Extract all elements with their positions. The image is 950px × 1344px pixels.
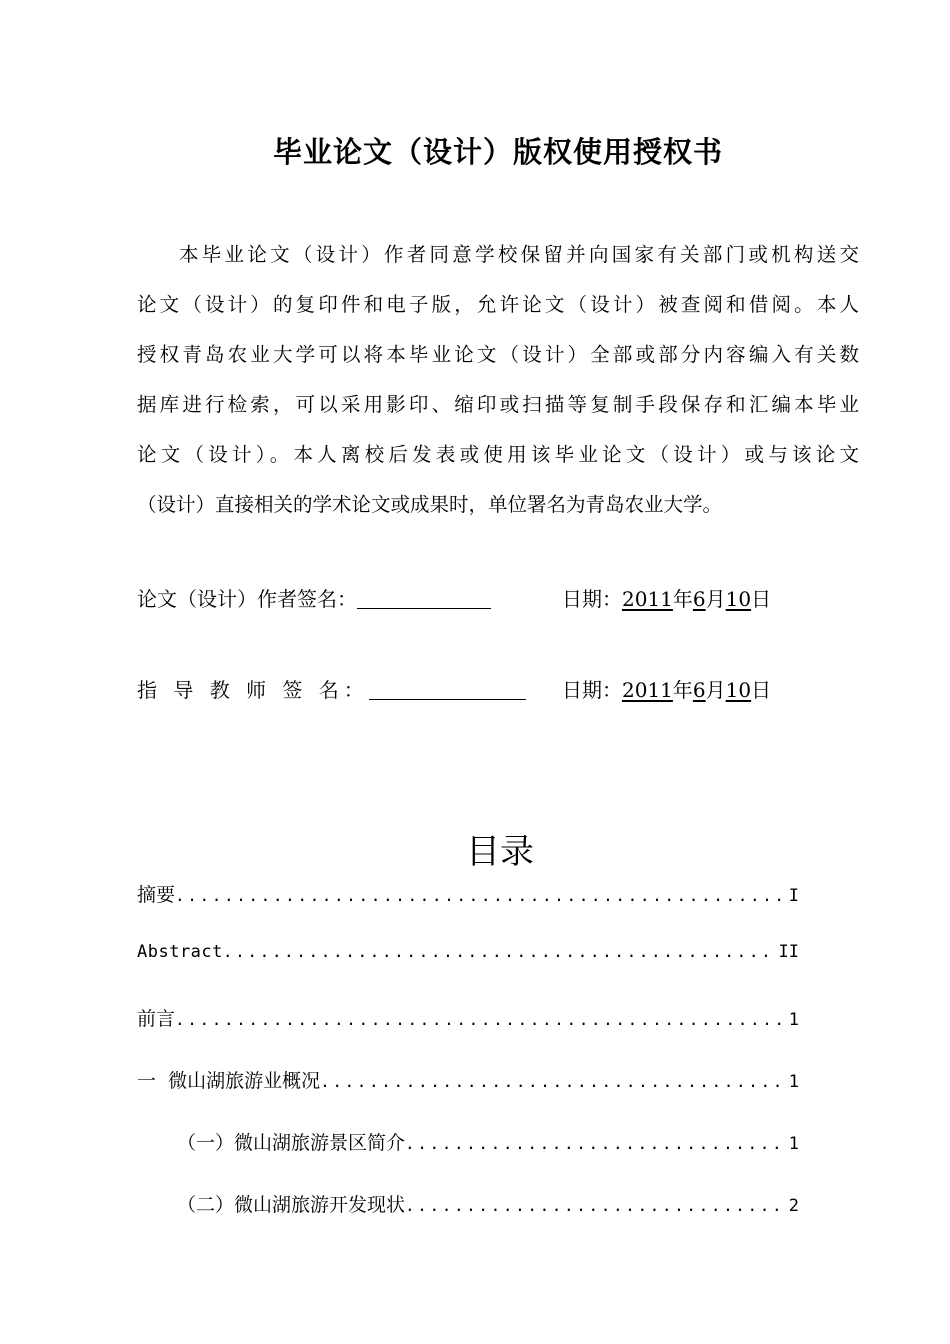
paragraph-line: 本毕业论文（设计）作者同意学校保留并向国家有关部门或机构送交 [179, 243, 859, 266]
advisor-signature-label: 指 导 教 师 签 名： [137, 678, 369, 702]
toc-entry-text: 前言 [137, 1008, 176, 1030]
paragraph-line: 论文（设计）。本人离校后发表或使用该毕业论文（设计）或与该论文 [137, 443, 859, 466]
year-unit: 年 [672, 587, 693, 611]
toc-entry[interactable] [177, 1190, 799, 1222]
toc-entry[interactable] [137, 942, 799, 974]
toc-entry[interactable] [177, 1128, 799, 1160]
month-unit: 月 [705, 587, 726, 611]
date-day: 10 [725, 678, 752, 702]
toc-entry-text: 摘要 [137, 884, 176, 906]
toc-leader-dots [175, 1010, 787, 1029]
date-month: 6 [692, 587, 706, 611]
date-label: 日期： [562, 678, 622, 702]
month-unit: 月 [705, 678, 726, 702]
toc-leader-dots [405, 1134, 787, 1153]
author-signature-row [137, 583, 772, 613]
day-unit: 日 [751, 678, 772, 702]
toc-entry-page: 1 [788, 1072, 799, 1092]
advisor-signature-line[interactable] [369, 677, 526, 700]
author-signature-label: 论文（设计）作者签名： [137, 587, 357, 611]
advisor-signature-row [137, 674, 772, 704]
toc-entry-text: 一 微山湖旅游业概况 [137, 1070, 321, 1092]
paragraph-line: 论文（设计）的复印件和电子版，允许论文（设计）被查阅和借阅。本人 [137, 293, 859, 316]
toc-title: 目录 [466, 832, 534, 872]
toc-entry-page: I [788, 886, 799, 906]
copyright-paragraph [137, 230, 859, 530]
date-month: 6 [692, 678, 706, 702]
toc-leader-dots [405, 1196, 787, 1215]
paragraph-line: 授权青岛农业大学可以将本毕业论文（设计）全部或部分内容编入有关数 [137, 343, 859, 366]
year-unit: 年 [672, 678, 693, 702]
day-unit: 日 [751, 587, 772, 611]
date-year: 2011 [622, 587, 673, 611]
toc-entry-page: 2 [788, 1196, 799, 1216]
author-date [562, 583, 771, 612]
toc-entry-text: Abstract [137, 942, 223, 962]
paragraph-line: 据库进行检索，可以采用影印、缩印或扫描等复制手段保存和汇编本毕业 [137, 393, 859, 416]
toc-leader-dots [223, 942, 777, 961]
toc-entry-text: （二）微山湖旅游开发现状 [177, 1194, 406, 1216]
toc-entry-page: 1 [788, 1010, 799, 1030]
advisor-date [562, 674, 771, 703]
toc-entry-text: （一）微山湖旅游景区简介 [177, 1132, 406, 1154]
toc-leader-dots [320, 1072, 787, 1091]
copyright-title: 毕业论文（设计）版权使用授权书 [272, 135, 723, 169]
toc-entry-page: 1 [788, 1134, 799, 1154]
toc-leader-dots [175, 886, 787, 905]
date-day: 10 [725, 587, 752, 611]
author-signature-line[interactable] [357, 586, 491, 609]
date-year: 2011 [622, 678, 673, 702]
toc-entry[interactable] [137, 1066, 799, 1098]
toc-entry[interactable] [137, 880, 799, 912]
date-label: 日期： [562, 587, 622, 611]
toc-entry[interactable] [137, 1004, 799, 1036]
toc-entry-page: II [778, 942, 799, 962]
paragraph-line: （设计）直接相关的学术论文或成果时，单位署名为青岛农业大学。 [137, 493, 723, 516]
